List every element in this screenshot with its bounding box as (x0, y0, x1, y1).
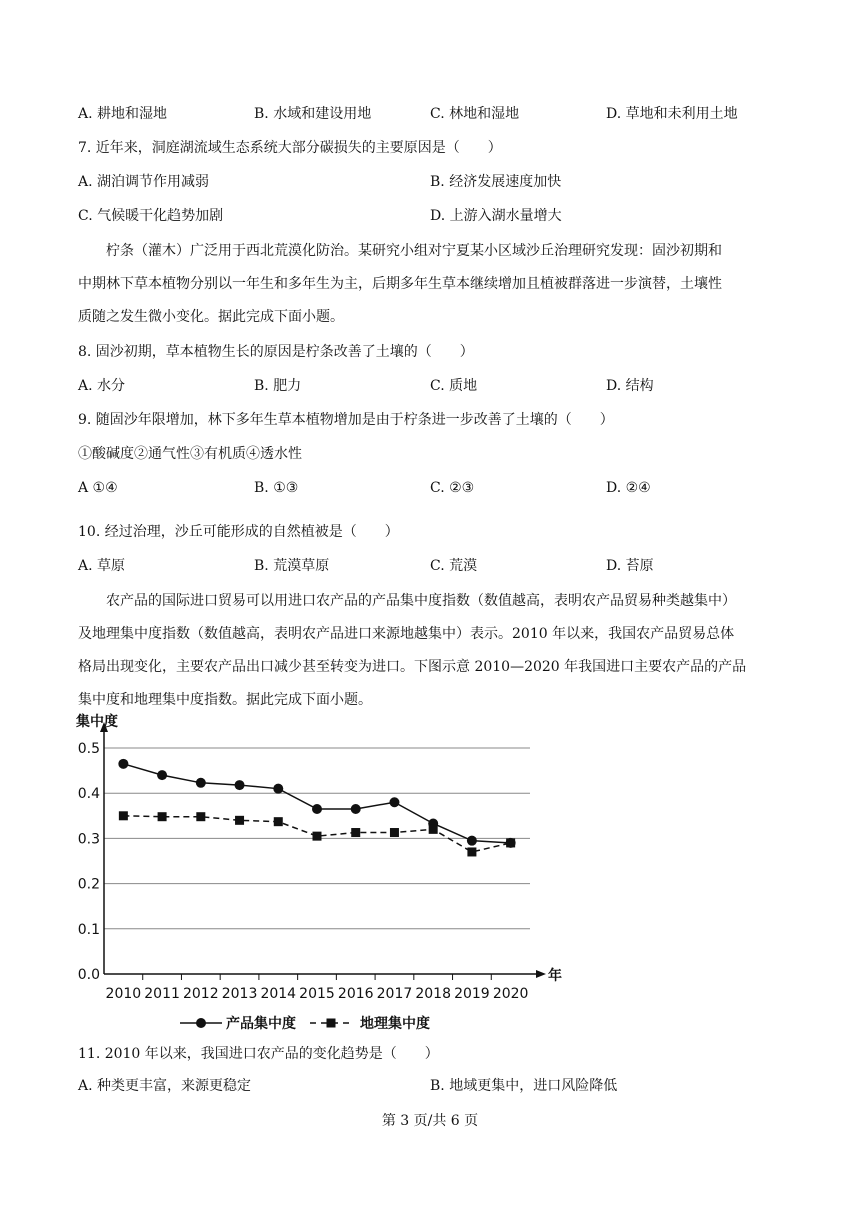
x-tick-label: 2012 (182, 986, 219, 1002)
q10-option-d: D. 苔原 (606, 558, 654, 574)
q6-option-d: D. 草地和未利用土地 (606, 106, 738, 122)
q6-option-b: B. 水域和建设用地 (254, 106, 372, 122)
geographic-concentration-point (351, 828, 360, 837)
geographic-concentration-point (313, 832, 322, 841)
x-tick-label: 2019 (454, 986, 490, 1002)
q7-option-c: C. 气候暖干化趋势加剧 (78, 208, 224, 224)
q11-option-a: A. 种类更丰富，来源更稳定 (78, 1078, 252, 1094)
q8-option-d: D. 结构 (606, 378, 654, 394)
y-tick-label: 0.5 (77, 741, 100, 757)
product-concentration-point (389, 797, 399, 807)
q6-option-c: C. 林地和湿地 (430, 106, 520, 122)
y-tick-label: 0.3 (77, 831, 100, 848)
product-concentration-point (235, 780, 245, 790)
passage-2-line: 格局出现变化，主要农产品出口减少甚至转变为进口。下图示意 2010—2020 年我国进口主要农产品的产品 (78, 659, 747, 675)
q9-sub-items: ①酸碱度②通气性③有机质④透水性 (78, 446, 302, 462)
x-tick-label: 2014 (260, 986, 297, 1002)
q11-option-b: B. 地域更集中，进口风险降低 (430, 1078, 618, 1094)
y-axis-title: 集中度 (76, 714, 118, 730)
q9-stem: 9. 随固沙年限增加，林下多年生草本植物增加是由于柠条进一步改善了土壤的（ ） (78, 412, 614, 428)
geographic-concentration-point (390, 828, 399, 837)
legend-product-marker (196, 1018, 206, 1028)
q9-option-b: B. ①③ (254, 480, 299, 496)
concentration-line-chart (70, 712, 570, 1037)
q9-option-a: A ①④ (78, 480, 118, 496)
legend-geographic-label: 地理集中度 (360, 1016, 430, 1032)
page-footer: 第 3 页/共 6 页 (381, 1113, 479, 1129)
x-tick-label: 2013 (221, 986, 258, 1002)
product-concentration-point (312, 804, 322, 814)
x-tick-label: 2018 (415, 986, 452, 1002)
x-tick-label: 2010 (105, 986, 142, 1002)
passage-1-line: 质随之发生微小变化。据此完成下面小题。 (78, 309, 344, 325)
x-tick-label: 2020 (492, 986, 529, 1002)
legend-product-label: 产品集中度 (226, 1016, 296, 1032)
passage-2 (78, 585, 786, 717)
passage-1-line: 中期林下草本植物分别以一年生和多年生为主，后期多年生草本继续增加且植被群落进一步演替，土壤性 (78, 276, 722, 292)
q8-option-c: C. 质地 (430, 378, 478, 394)
product-concentration-point (273, 784, 283, 794)
x-axis-title: 年 (548, 968, 562, 984)
geographic-concentration-point (196, 812, 205, 821)
q11-stem: 11. 2010 年以来，我国进口农产品的变化趋势是（ ） (78, 1046, 439, 1062)
y-tick-label: 0.1 (77, 921, 100, 938)
series-line-product (123, 764, 510, 843)
q10-stem: 10. 经过治理，沙丘可能形成的自然植被是（ ） (78, 524, 399, 540)
x-tick-label: 2011 (144, 986, 180, 1002)
passage-2-line: 农产品的国际进口贸易可以用进口农产品的产品集中度指数（数值越高，表明农产品贸易种类越集中） (106, 593, 736, 609)
product-concentration-point (157, 770, 167, 780)
q8-option-b: B. 肥力 (254, 378, 302, 394)
legend-geographic-marker (327, 1019, 336, 1028)
product-concentration-point (351, 804, 361, 814)
geographic-concentration-point (429, 825, 438, 834)
q9-option-c: C. ②③ (430, 480, 475, 496)
chart-series (118, 759, 515, 857)
chart-labels (76, 713, 562, 1002)
y-tick-label: 0.2 (77, 876, 100, 893)
q7-stem: 7. 近年来，洞庭湖流域生态系统大部分碳损失的主要原因是（ ） (78, 140, 502, 156)
q7-option-a: A. 湖泊调节作用减弱 (78, 174, 210, 190)
q7-option-d: D. 上游入湖水量增大 (430, 208, 562, 224)
passage-2-line: 集中度和地理集中度指数。据此完成下面小题。 (78, 692, 372, 708)
passage-2-line: 及地理集中度指数（数值越高，表明农产品进口来源地越集中）表示。2010 年以来，我国农产品贸易总体 (78, 626, 735, 642)
q8-option-a: A. 水分 (78, 378, 126, 394)
q10-option-a: A. 草原 (78, 558, 126, 574)
x-tick-label: 2016 (337, 986, 374, 1002)
x-tick-label: 2017 (376, 986, 413, 1002)
product-concentration-point (118, 759, 128, 769)
passage-1 (78, 235, 786, 334)
geographic-concentration-point (158, 812, 167, 821)
y-tick-label: 0.0 (77, 967, 100, 983)
q8-stem: 8. 固沙初期，草本植物生长的原因是柠条改善了土壤的（ ） (78, 344, 474, 360)
geographic-concentration-point (467, 847, 476, 856)
x-axis-arrow (536, 970, 546, 978)
product-concentration-point (467, 836, 477, 846)
geographic-concentration-point (274, 817, 283, 826)
q6-option-a: A. 耕地和湿地 (78, 106, 168, 122)
product-concentration-point (196, 778, 206, 788)
geographic-concentration-point (235, 816, 244, 825)
y-tick-label: 0.4 (77, 786, 100, 803)
q10-option-c: C. 荒漠 (430, 558, 478, 574)
q10-option-b: B. 荒漠草原 (254, 558, 330, 574)
x-tick-label: 2015 (299, 986, 335, 1002)
passage-1-line: 柠条（灌木）广泛用于西北荒漠化防治。某研究小组对宁夏某小区域沙丘治理研究发现：固沙初期和 (106, 243, 722, 259)
chart-legend (180, 1015, 430, 1032)
q9-option-d: D. ②④ (606, 480, 651, 496)
geographic-concentration-point (119, 811, 128, 820)
geographic-concentration-point (506, 838, 515, 847)
q7-option-b: B. 经济发展速度加快 (430, 174, 562, 190)
